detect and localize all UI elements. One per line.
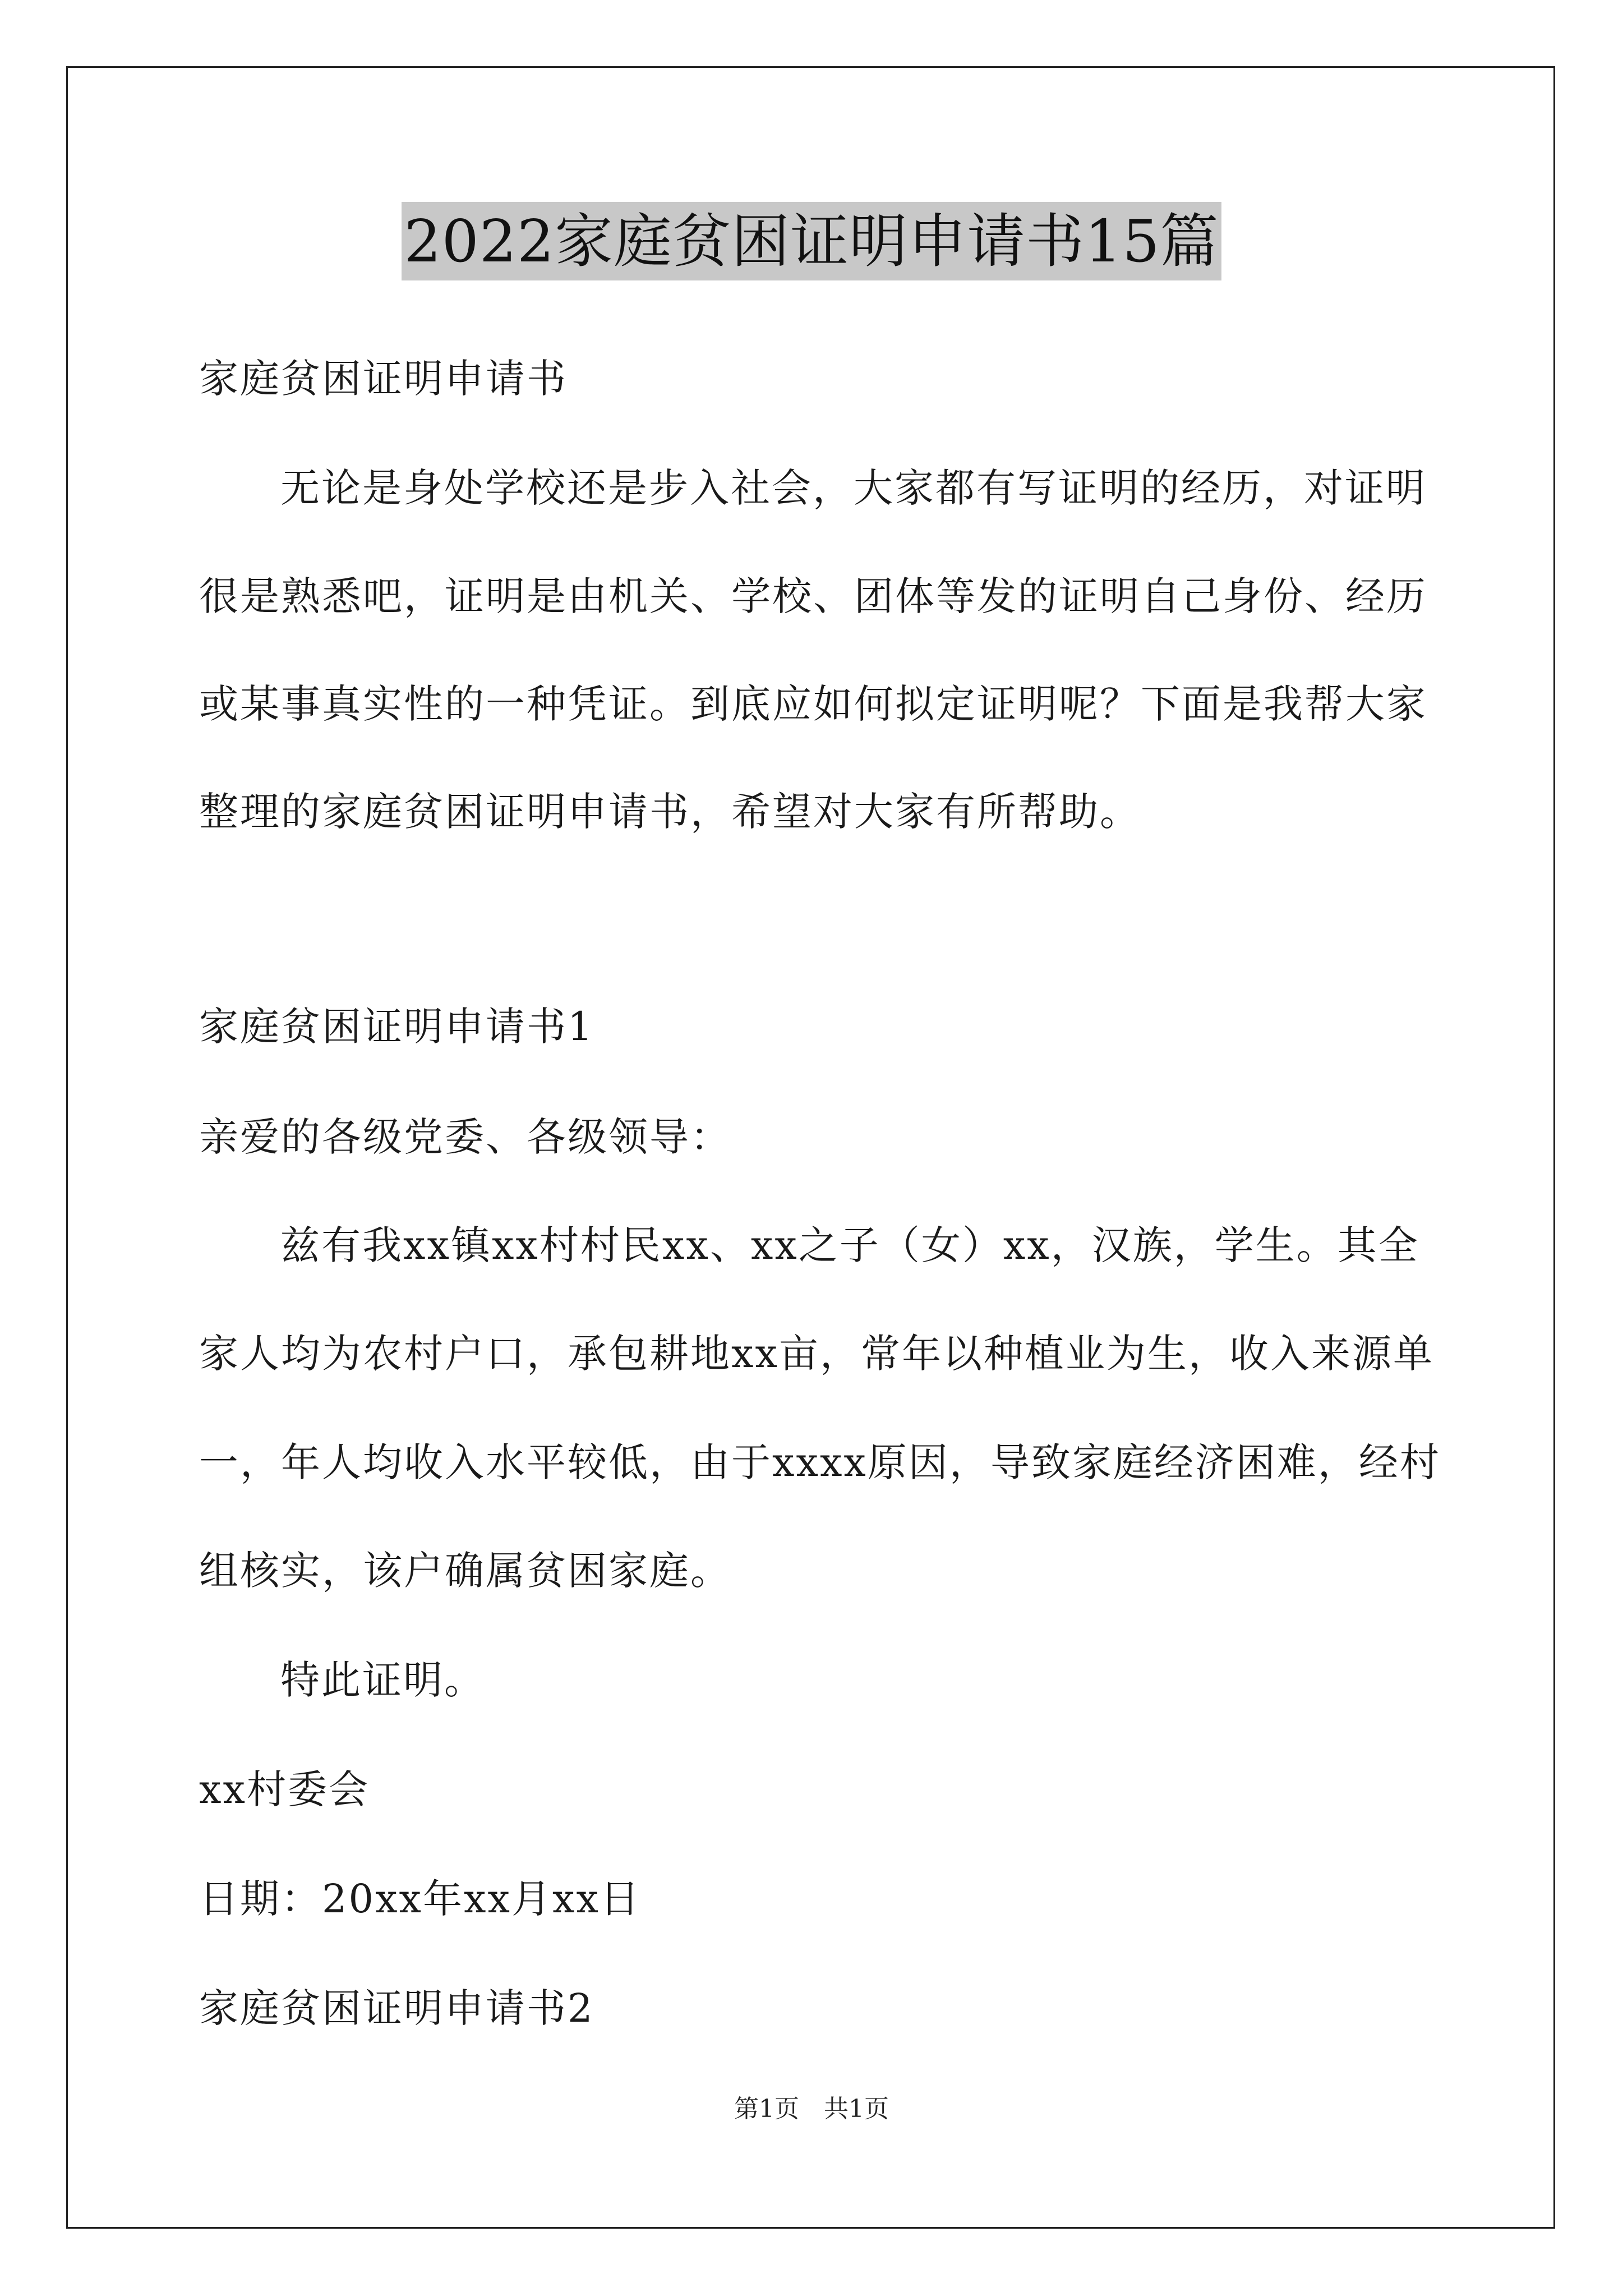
section-heading-1: 家庭贫困证明申请书1	[199, 1004, 594, 1050]
intro-line-4: 整理的家庭贫困证明申请书，希望对大家有所帮助。	[199, 789, 1141, 835]
section-heading-2: 家庭贫困证明申请书2	[199, 1985, 594, 2031]
title-container	[0, 202, 1623, 280]
body-line-2: 家人均为农村户口，承包耕地xx亩，常年以种植业为生，收入来源单	[199, 1331, 1434, 1377]
body-line-4: 组核实，该户确属贫困家庭。	[199, 1548, 731, 1594]
signature: xx村委会	[199, 1766, 370, 1812]
intro-line-2: 很是熟悉吧，证明是由机关、学校、团体等发的证明自己身份、经历	[199, 573, 1427, 619]
body-line-3: 一，年人均收入水平较低，由于xxxx原因，导致家庭经济困难，经村	[199, 1439, 1441, 1485]
page-footer: 第1页 共1页	[734, 2095, 889, 2123]
salutation: 亲爱的各级党委、各级领导：	[199, 1114, 731, 1160]
document-subtitle: 家庭贫困证明申请书	[199, 356, 568, 402]
intro-line-1: 无论是身处学校还是步入社会，大家都有写证明的经历，对证明	[280, 465, 1427, 511]
date-line: 日期：20xx年xx月xx日	[199, 1876, 641, 1922]
body-line-1: 兹有我xx镇xx村村民xx、xx之子（女）xx，汉族，学生。其全	[280, 1222, 1419, 1268]
closing-text: 特此证明。	[280, 1657, 485, 1703]
document-title: 2022家庭贫困证明申请书15篇	[402, 202, 1221, 280]
intro-line-3: 或某事真实性的一种凭证。到底应如何拟定证明呢？下面是我帮大家	[199, 681, 1427, 727]
